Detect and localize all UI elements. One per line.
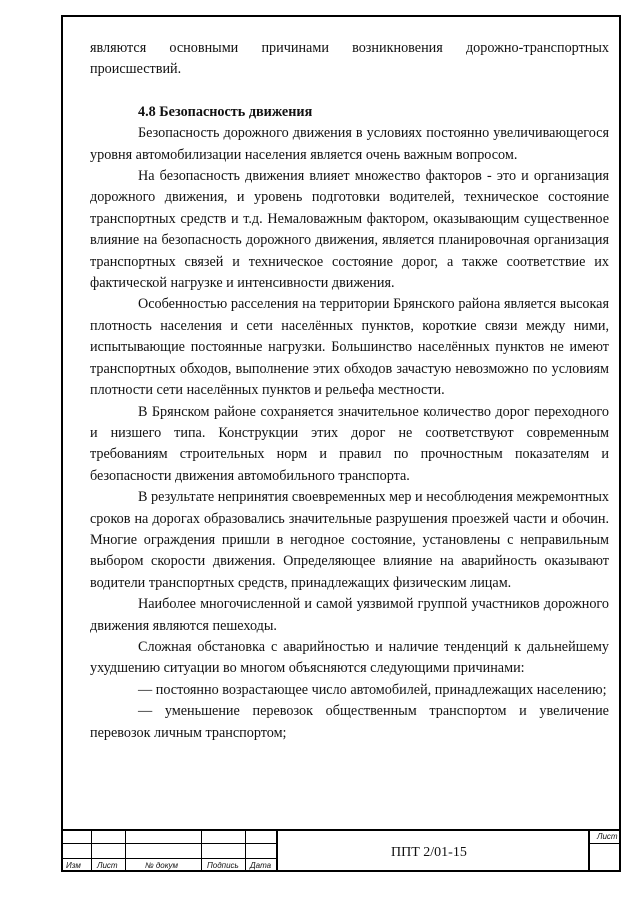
stamp-row-line xyxy=(61,843,276,844)
stamp-top-border xyxy=(61,829,621,831)
document-code: ППТ 2/01-15 xyxy=(391,845,467,860)
stamp-col-line xyxy=(91,829,92,872)
paragraph: Безопасность дорожного движения в условиях постоянно увеличивающегося уровня автомобилизации населения является очень важным вопросом. xyxy=(90,125,609,163)
stamp-col-line xyxy=(588,829,590,872)
paragraph: В Брянском районе сохраняется значительное количество дорог переходного и низшего типа. Конструкции этих дорог не соответствуют современным требованиям строительных норм и правил по прочностным показателям и безопасности движения автомобильного транспорта. xyxy=(90,403,609,484)
paragraph: Особенностью расселения на территории Брянского района является высокая плотность населения и сети населённых пунктов, короткие связи между ними, испытывающие постоянные нагрузки. Большинство населённых пунктов не имеют транспортных обходов, выполнение этих обходов зачастую невозможно по условиям плотности сети населённых пунктов и рельефа местности. xyxy=(90,296,609,399)
stamp-label-doc-number: № докум xyxy=(145,861,179,870)
stamp-col-line xyxy=(245,829,246,872)
paragraph: Сложная обстановка с аварийностью и наличие тенденций к дальнейшему ухудшению ситуации во многом объясняются следующими причинами: xyxy=(90,638,609,677)
list-item: — постоянно возрастающее число автомобилей, принадлежащих населению; xyxy=(138,681,607,698)
document-body xyxy=(90,38,609,744)
stamp-label-change: Изм xyxy=(66,861,81,870)
paragraph: На безопасность движения влияет множество факторов - это и организация дорожного движения, и уровень подготовки водителей, техническое состояние транспортных средств и т.д. Немаловажным фактором, оказывающим существенное влияние на безопасность дорожного движения, является планировочная организация транспортных связей и техническое состояние дорог, а также соответствие их фактической нагрузке и интенсивности движения. xyxy=(90,168,609,292)
spacer xyxy=(90,81,609,102)
stamp-sheet-label: Лист xyxy=(597,832,618,841)
stamp-label-signature: Подпись xyxy=(207,861,239,870)
stamp-row-line xyxy=(61,858,276,859)
paragraph: Наиболее многочисленной и самой уязвимой группой участников дорожного движения являются пешеходы. xyxy=(90,596,609,634)
stamp-col-line xyxy=(276,829,278,872)
stamp-col-line xyxy=(125,829,126,872)
stamp-label-sheet: Лист xyxy=(97,861,118,870)
stamp-sheet-line xyxy=(589,843,621,844)
continuation-paragraph: являются основными причинами возникновения дорожно-транспортных происшествий. xyxy=(90,40,609,78)
paragraph: В результате непринятия своевременных мер и несоблюдения межремонтных сроков на дорогах образовались значительные разрушения проезжей части и обочин. Многие ограждения пришли в негодное состояние, установлены с неправильным выбором скорости движения. Определяющее влияние на аварийность оказывают водители транспортных средств, принадлежащих физическим лицам. xyxy=(90,489,609,591)
section-title: 4.8 Безопасность движения xyxy=(138,103,313,120)
title-block xyxy=(61,829,621,872)
list-item: — уменьшение перевозок общественным транспортом и увеличение перевозок личным транспортом; xyxy=(90,703,609,741)
stamp-label-date: Дата xyxy=(250,861,272,870)
stamp-col-line xyxy=(201,829,202,872)
